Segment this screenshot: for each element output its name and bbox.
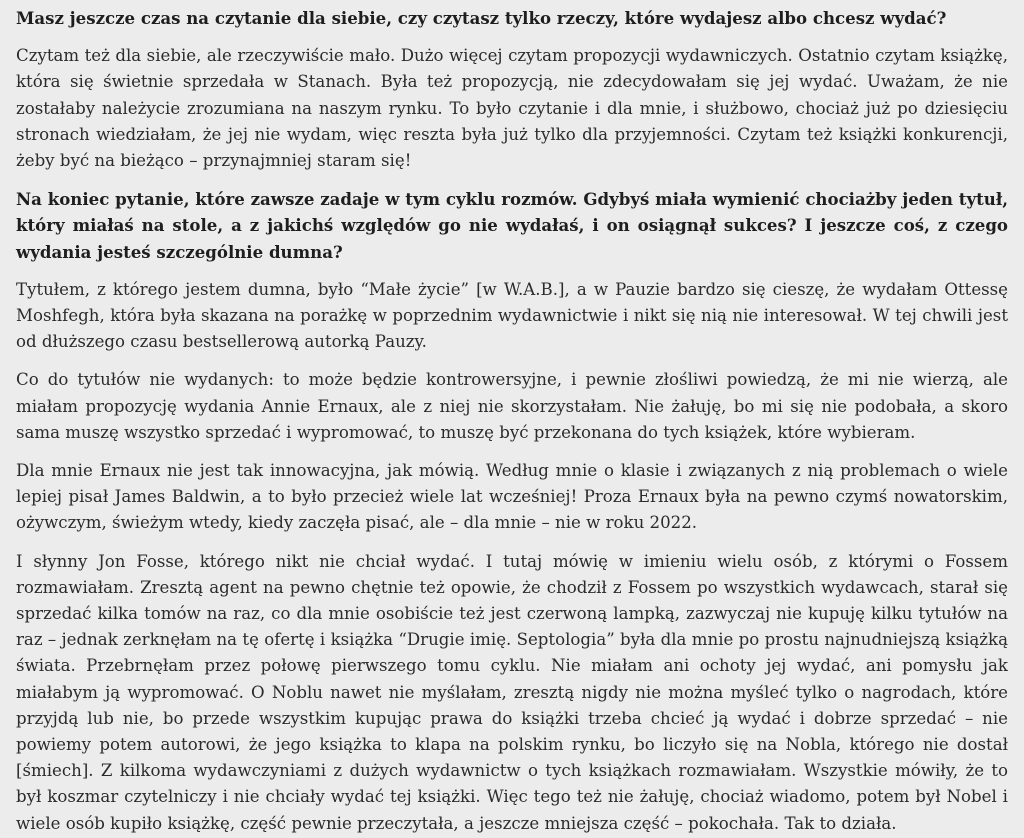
answer-paragraph: Tytułem, z którego jestem dumna, było “Małe życie” [w W.A.B.], a w Pauzie bardzo się cieszę, że wydałam Ottessę Moshfegh, która była skazana na porażkę w poprzednim wydawnictwie i nikt się nią nie interesował. W tej chwili jest od dłuższego czasu bestsellerową autorką Pauzy. [16, 279, 1008, 352]
answer-paragraph: Czytam też dla siebie, ale rzeczywiście mało. Dużo więcej czytam propozycji wydawniczych. Ostatnio czytam książkę, która się świetnie sprzedała w Stanach. Była też propozycją, nie zdecydowałam się jej wydać. Uważam, że nie zostałaby należycie zrozumiana na naszym rynku. To było czytanie i dla mnie, i służbowo, chociaż już po dziesięciu stronach wiedziałam, że jej nie wydam, więc reszta była już tylko dla przyjemności. Czytam też książki konkurencji, żeby być na bieżąco – przynajmniej staram się! [16, 46, 1008, 171]
question-paragraph: Masz jeszcze czas na czytanie dla siebie, czy czytasz tylko rzeczy, które wydajesz albo chcesz wydać? [16, 8, 947, 28]
answer-paragraph: Dla mnie Ernaux nie jest tak innowacyjna, jak mówią. Według mnie o klasie i związanych z nią problemach o wiele lepiej pisał James Baldwin, a to było przecież wiele lat wcześniej! Proza Ernaux była na pewno czymś nowatorskim, ożywczym, świeżym wtedy, kiedy zaczęła pisać, ale – dla mnie – nie w roku 2022. [16, 461, 1008, 533]
answer-paragraph: Co do tytułów nie wydanych: to może będzie kontrowersyjne, i pewnie złośliwi powiedzą, że mi nie wierzą, ale miałam propozycję wydania Annie Ernaux, ale z niej nie skorzystałam. Nie żałuję, bo mi się nie podobała, a skoro sama muszę wszystko sprzedać i wypromować, to muszę być przekonana do tych książek, które wybieram. [16, 370, 1008, 442]
answer-paragraph: I słynny Jon Fosse, którego nikt nie chciał wydać. I tutaj mówię w imieniu wielu osób, z którymi o Fossem rozmawiałam. Zresztą agent na pewno chętnie też opowie, że chodził z Fossem po wszystkich wydawcach, starał się sprzedać kilka tomów na raz, co dla mnie osobiście też jest czerwoną lampką, zazwyczaj nie kupuję kilku tytułów na raz – jednak zerknęłam na tę ofertę i książka “Drugie imię. Septologia” była dla mnie po prostu najnudniejszą książką świata. Przebrnęłam przez połowę pierwszego tomu cyklu. Nie miałam ani ochoty jej wydać, ani pomysłu jak miałabym ją wypromować. O Noblu nawet nie myślałam, zresztą nigdy nie można myśleć tylko o nagrodach, które przyjdą lub nie, bo przede wszystkim kupując prawa do książki trzeba chcieć ją wydać i dobrze sprzedać – nie powiemy potem autorowi, że jego książka to klapa na polskim rynku, bo liczyło się na Nobla, którego nie dostał [śmiech]. Z kilkoma wydawczyniami z dużych wydawnictw o tych książkach rozmawiałam. Wszystkie mówiły, że to był koszmar czytelniczy i nie chciały wydać tej książki. Więc tego też nie żałuję, chociaż wiadomo, potem był Nobel i wiele osób kupiło książkę, część pewnie przeczytała, a jeszcze mniejsza część – pokochała. Tak to działa. [16, 551, 1008, 833]
question-paragraph: Na koniec pytanie, które zawsze zadaje w tym cyklu rozmów. Gdybyś miała wymienić chociażby jeden tytuł, który miałaś na stole, a z jakichś względów go nie wydałaś, i on osiągnął sukces? I jeszcze coś, z czego wydania jesteś szczególnie dumna? [16, 189, 1008, 262]
